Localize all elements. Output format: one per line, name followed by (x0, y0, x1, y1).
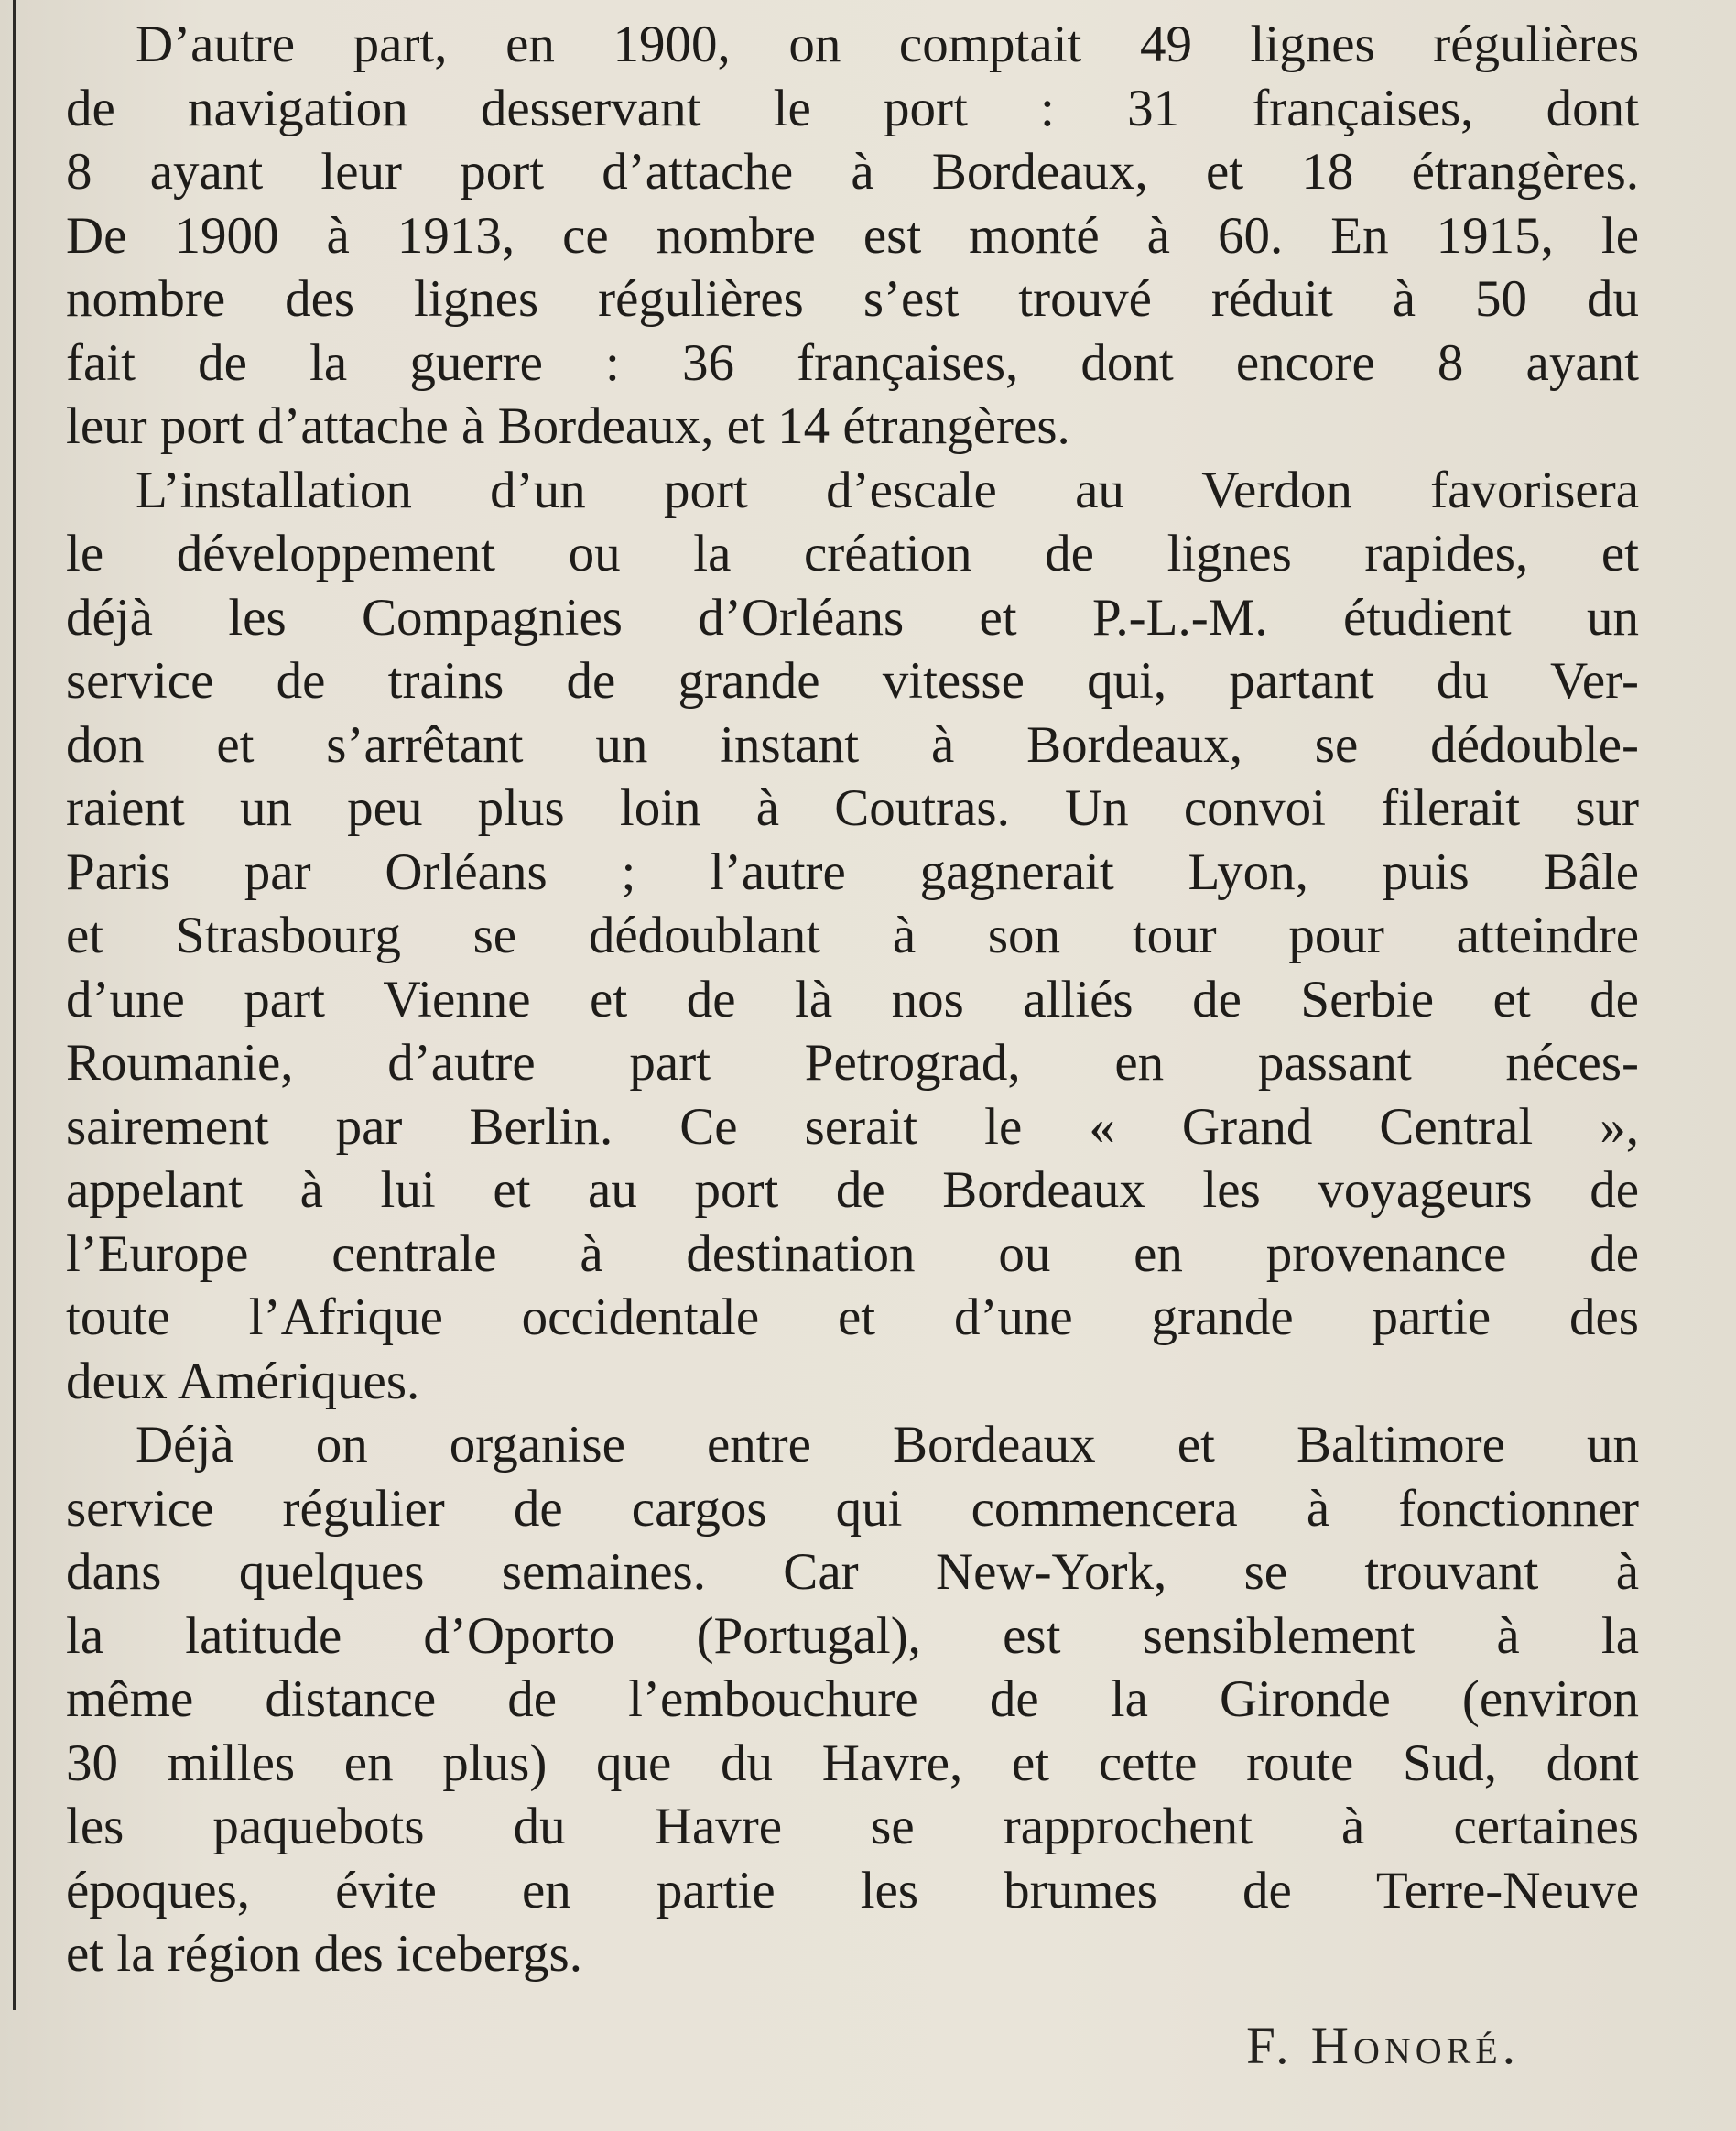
text-line: déjà les Compagnies d’Orléans et P.-L.-M. étudient un (66, 588, 1639, 647)
text-line: toute l’Afrique occidentale et d’une grande partie des (66, 1288, 1639, 1346)
text-line: l’Europe centrale à destination ou en provenance de (66, 1224, 1639, 1283)
text-line: Roumanie, d’autre part Petrograd, en passant néces- (66, 1034, 1639, 1092)
paragraph-3 (66, 1413, 1639, 1986)
text-line: même distance de l’embouchure de la Gironde (environ (66, 1670, 1639, 1728)
text-line: et la région des icebergs. (66, 1925, 582, 1983)
author-signature: F. Honoré. (1246, 2017, 1520, 2075)
text-line: fait de la guerre : 36 françaises, dont encore 8 ayant (66, 333, 1639, 392)
text-line: d’une part Vienne et de là nos alliés de Serbie et de (66, 970, 1639, 1028)
text-line: 30 milles en plus) que du Havre, et cette route Sud, dont (66, 1734, 1639, 1792)
text-line: appelant à lui et au port de Bordeaux les voyageurs de (66, 1161, 1639, 1219)
text-line: la latitude d’Oporto (Portugal), est sensiblement à la (66, 1606, 1639, 1665)
text-line: De 1900 à 1913, ce nombre est monté à 60. En 1915, le (66, 206, 1639, 265)
article-text (66, 13, 1639, 1986)
text-line: service régulier de cargos qui commencera à fonctionner (66, 1479, 1639, 1538)
text-line: époques, évite en partie les brumes de Terre-Neuve (66, 1861, 1639, 1919)
text-line: service de trains de grande vitesse qui, partant du Ver- (66, 652, 1639, 710)
text-line: et Strasbourg se dédoublant à son tour pour atteindre (66, 907, 1639, 964)
text-line: deux Amériques. (66, 1352, 420, 1410)
text-line: L’installation d’un port d’escale au Verdon favorisera (136, 461, 1639, 519)
text-line: nombre des lignes régulières s’est trouvé réduit à 50 du (66, 270, 1639, 328)
paragraph-1 (66, 13, 1639, 459)
text-line: dans quelques semaines. Car New-York, se trouvant à (66, 1543, 1639, 1601)
text-line: sairement par Berlin. Ce serait le « Grand Central », (66, 1097, 1639, 1156)
text-line: 8 ayant leur port d’attache à Bordeaux, et 18 étrangères. (66, 143, 1639, 201)
text-line: don et s’arrêtant un instant à Bordeaux, se dédouble- (66, 715, 1639, 774)
text-line: de navigation desservant le port : 31 françaises, dont (66, 79, 1639, 137)
page-left-rule (13, 0, 16, 2010)
text-line: Déjà on organise entre Bordeaux et Baltimore un (136, 1416, 1639, 1473)
text-line: raient un peu plus loin à Coutras. Un convoi filerait sur (66, 779, 1639, 837)
text-line: le développement ou la création de lignes rapides, et (66, 525, 1639, 582)
text-line: Paris par Orléans ; l’autre gagnerait Lyon, puis Bâle (66, 843, 1639, 901)
paragraph-2 (66, 459, 1639, 1414)
text-line: leur port d’attache à Bordeaux, et 14 étrangères. (66, 397, 1070, 455)
text-line: les paquebots du Havre se rapprochent à certaines (66, 1798, 1639, 1855)
text-line: D’autre part, en 1900, on comptait 49 lignes régulières (136, 16, 1639, 73)
